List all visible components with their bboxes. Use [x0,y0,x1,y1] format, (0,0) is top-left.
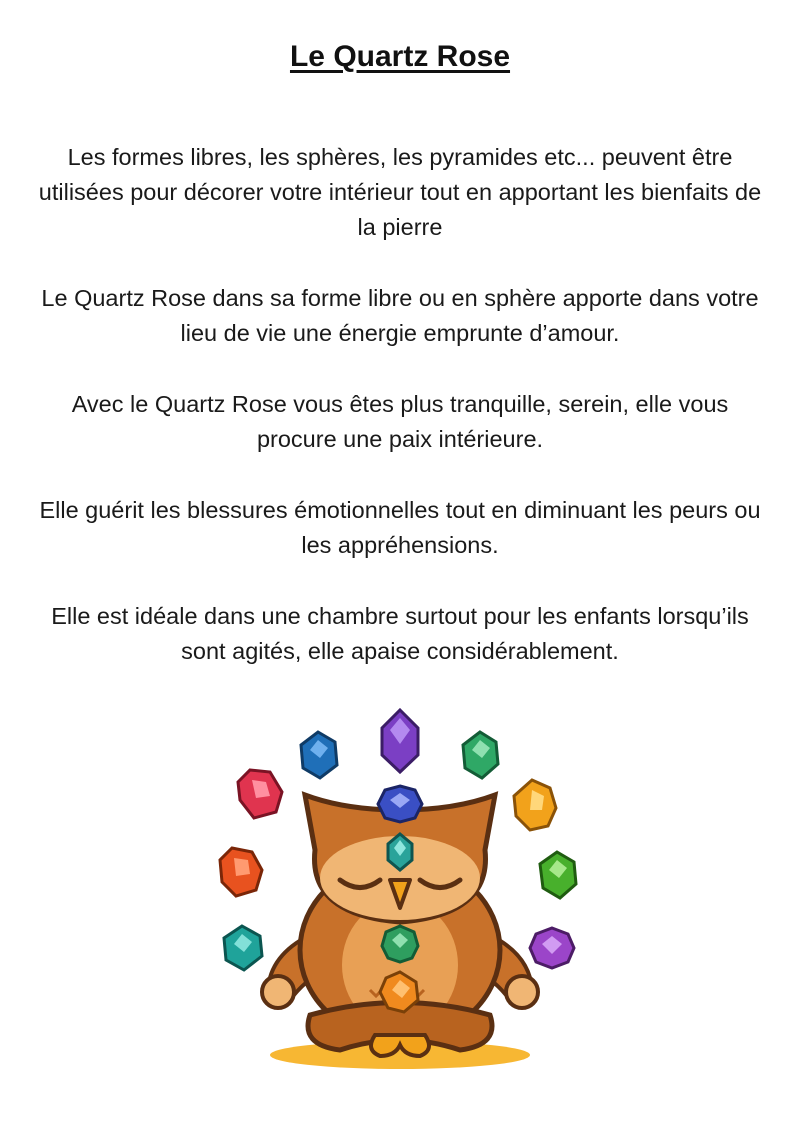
paragraph-2: Le Quartz Rose dans sa forme libre ou en sphère apporte dans votre lieu de vie une énergie emprunte d’amour. [41,285,759,346]
gem-orange-left [220,848,262,896]
paragraph-4: Elle guérit les blessures émotionnelles tout en diminuant les peurs ou les appréhensions. [39,497,761,558]
gem-green-top [463,732,498,778]
body-text [30,140,770,705]
paragraph-1: Les formes libres, les sphères, les pyramides etc... peuvent être utilisées pour décorer votre intérieur tout en apportant les bienfaits de la pierre [38,144,762,240]
gem-blue-forehead [378,786,422,822]
right-hand [506,976,538,1008]
meditating-owl-icon [190,700,610,1100]
page-title: Le Quartz Rose [289,40,511,73]
gem-red [238,770,282,818]
left-hand [262,976,294,1008]
gem-teal-left [224,926,262,970]
gem-purple-right [530,928,574,968]
gem-blue [301,732,337,778]
gem-purple-top [382,710,418,772]
paragraph-5: Elle est idéale dans une chambre surtout pour les enfants lorsqu’ils sont agités, elle apaise considérablement. [51,603,749,664]
paragraph-3: Avec le Quartz Rose vous êtes plus tranquille, serein, elle vous procure une paix intérieure. [71,391,729,452]
gem-green-belly [382,926,418,962]
gem-green-right [540,852,576,898]
gem-orange-right [514,780,556,830]
gem-teal-forehead [388,834,412,870]
gem-orange-belly [380,972,418,1012]
